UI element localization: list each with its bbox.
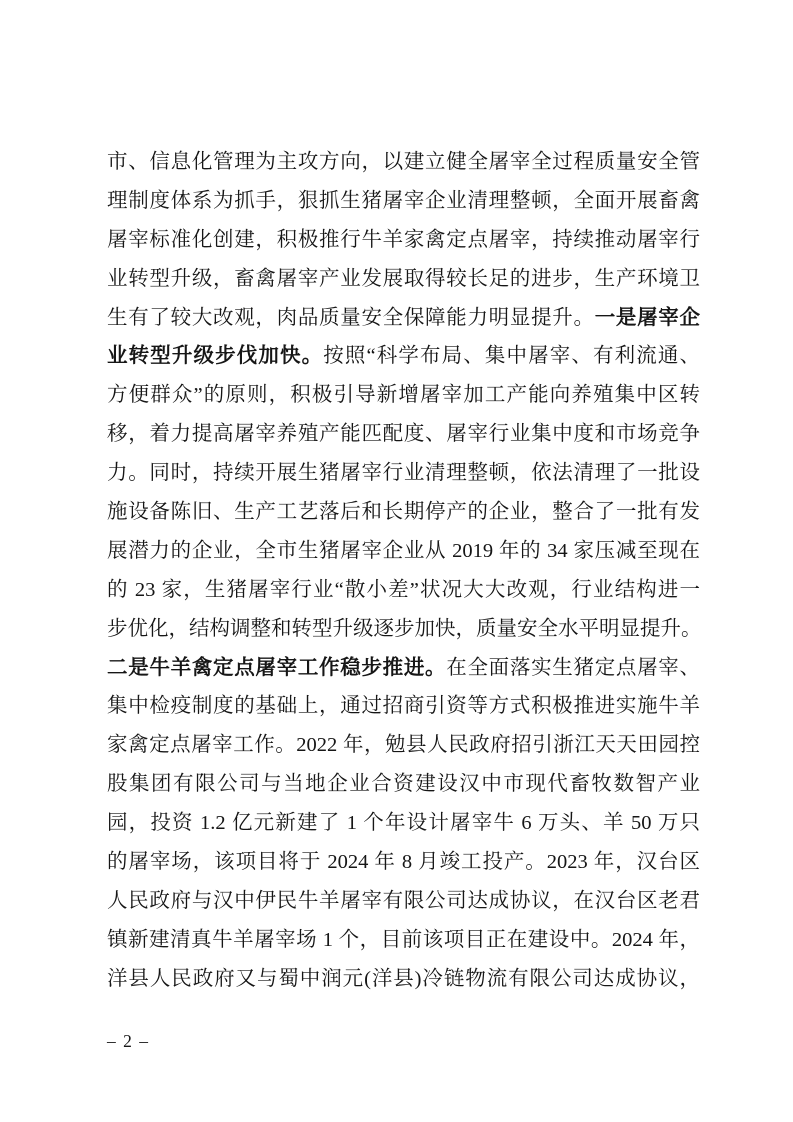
text-line (107, 221, 700, 260)
text-segment: 步优化，结构调整和转型升级逐步加快，质量安全水平明显提升。 (107, 617, 702, 640)
text-segment: 的屠宰场，该项目将于 2024 年 8 月竣工投产。2023 年，汉台区 (107, 851, 700, 874)
text-segment: 家禽定点屠宰工作。2022 年，勉县人民政府招引浙江天天田园控 (107, 734, 700, 757)
text-segment: 园，投资 1.2 亿元新建了 1 个年设计屠宰牛 6 万头、羊 50 万只 (107, 812, 700, 835)
text-line (107, 804, 700, 843)
emphasis-text-segment: 一是屠宰企 (594, 306, 701, 329)
text-line (107, 726, 700, 765)
text-segment: 在全面落实生猪定点屠宰、 (446, 656, 701, 679)
text-line (107, 610, 700, 649)
text-line (107, 960, 700, 999)
text-segment: 理制度体系为抓手，狠抓生猪屠宰企业清理整顿，全面开展畜禽 (107, 189, 700, 212)
emphasis-text-segment: 二是牛羊禽定点屠宰工作稳步推进。 (107, 656, 447, 679)
text-line (107, 415, 700, 454)
text-segment: 股集团有限公司与当地企业合资建设汉中市现代畜牧数智产业 (107, 773, 700, 796)
text-line (107, 532, 700, 571)
text-line (107, 765, 700, 804)
document-body (107, 143, 700, 999)
text-line (107, 337, 700, 376)
text-segment: 人民政府与汉中伊民牛羊屠宰有限公司达成协议，在汉台区老君 (107, 889, 700, 912)
text-line (107, 882, 700, 921)
text-line (107, 454, 700, 493)
text-segment: 的 23 家，生猪屠宰行业“散小差”状况大大改观，行业结构进一 (107, 578, 700, 601)
text-line (107, 493, 700, 532)
text-segment: 施设备陈旧、生产工艺落后和长期停产的企业，整合了一批有发 (107, 501, 700, 524)
text-segment: 生有了较大改观，肉品质量安全保障能力明显提升。 (107, 306, 595, 329)
text-segment: 力。同时，持续开展生猪屠宰行业清理整顿，依法清理了一批设 (107, 462, 700, 485)
text-segment: 展潜力的企业，全市生猪屠宰企业从 2019 年的 34 家压减至现在 (107, 539, 700, 562)
text-line (107, 687, 700, 726)
text-line (107, 843, 700, 882)
text-segment: 按照“科学布局、集中屠宰、有利流通、 (323, 345, 700, 368)
text-line (107, 143, 700, 182)
text-line (107, 182, 700, 221)
text-segment: 市、信息化管理为主攻方向，以建立健全屠宰全过程质量安全管 (107, 151, 700, 173)
text-segment: 屠宰标准化创建，积极推行牛羊家禽定点屠宰，持续推动屠宰行 (107, 228, 700, 251)
text-segment: 方便群众”的原则，积极引导新增屠宰加工产能向养殖集中区转 (107, 384, 700, 407)
text-segment: 镇新建清真牛羊屠宰场 1 个，目前该项目正在建设中。2024 年， (107, 928, 700, 951)
text-segment: 集中检疫制度的基础上，通过招商引资等方式积极推进实施牛羊 (107, 695, 700, 718)
text-line (107, 376, 700, 415)
page-number: – 2 – (107, 1031, 150, 1051)
text-segment: 业转型升级，畜禽屠宰产业发展取得较长足的进步，生产环境卫 (107, 267, 700, 290)
text-line (107, 571, 700, 610)
text-line (107, 299, 700, 338)
text-segment: 洋县人民政府又与蜀中润元(洋县)冷链物流有限公司达成协议， (107, 967, 700, 990)
text-line (107, 649, 700, 688)
text-line (107, 921, 700, 960)
emphasis-text-segment: 业转型升级步伐加快。 (107, 345, 324, 368)
text-line (107, 260, 700, 299)
text-segment: 移，着力提高屠宰养殖产能匹配度、屠宰行业集中度和市场竞争 (107, 423, 700, 446)
